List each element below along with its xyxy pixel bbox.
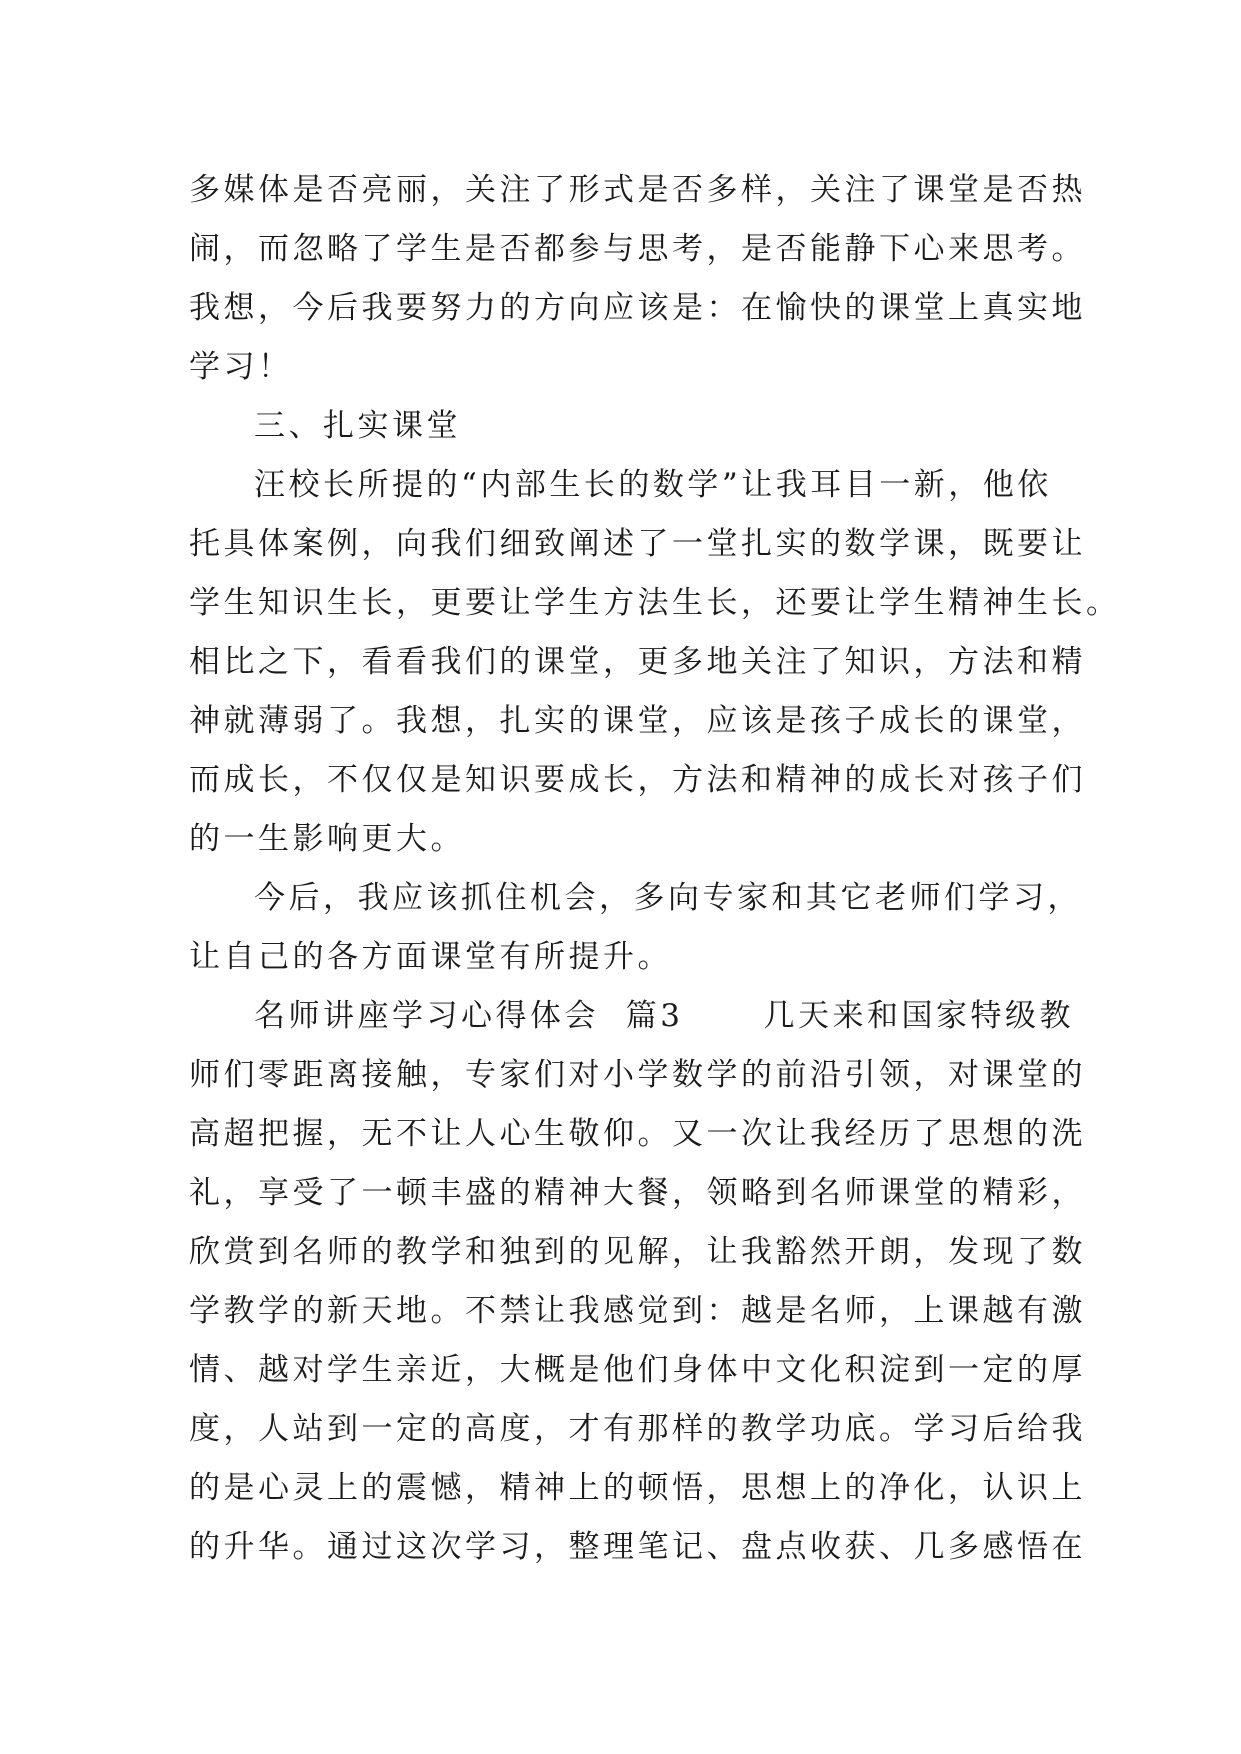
article-heading-line: 名师讲座学习心得体会 篇3 几天来和国家特级教 (254, 998, 1075, 1034)
text-line: 让自己的各方面课堂有所提升。 (189, 939, 672, 975)
section-heading: 三、扎实课堂 (254, 408, 461, 444)
text-line: 而成长，不仅仅是知识要成长，方法和精神的成长对孩子们 (189, 762, 1086, 798)
text-line: 托具体案例，向我们细致阐述了一堂扎实的数学课，既要让 (189, 526, 1086, 562)
text-line: 高超把握，无不让人心生敬仰。又一次让我经历了思想的洗 (189, 1116, 1086, 1152)
text-line: 学教学的新天地。不禁让我感觉到：越是名师，上课越有激 (189, 1293, 1086, 1329)
text-line: 学习！ (189, 349, 293, 385)
text-line: 神就薄弱了。我想，扎实的课堂，应该是孩子成长的课堂， (189, 703, 1086, 739)
text-line: 我想，今后我要努力的方向应该是：在愉快的课堂上真实地 (189, 290, 1086, 326)
text-line: 闹，而忽略了学生是否都参与思考，是否能静下心来思考。 (189, 231, 1086, 267)
text-line: 的升华。通过这次学习，整理笔记、盘点收获、几多感悟在 (189, 1529, 1086, 1565)
text-line: 情、越对学生亲近，大概是他们身体中文化积淀到一定的厚 (189, 1352, 1086, 1388)
text-line: 师们零距离接触，专家们对小学数学的前沿引领，对课堂的 (189, 1057, 1086, 1093)
text-line: 礼，享受了一顿丰盛的精神大餐，领略到名师课堂的精彩， (189, 1175, 1086, 1211)
text-line: 度，人站到一定的高度，才有那样的教学功底。学习后给我 (189, 1411, 1086, 1447)
paragraph-start: 今后，我应该抓住机会，多向专家和其它老师们学习， (254, 880, 1082, 916)
text-line: 相比之下，看看我们的课堂，更多地关注了知识，方法和精 (189, 644, 1086, 680)
text-line: 的是心灵上的震憾，精神上的顿悟，思想上的净化，认识上 (189, 1470, 1086, 1506)
text-line: 的一生影响更大。 (189, 821, 465, 857)
text-line: 多媒体是否亮丽，关注了形式是否多样，关注了课堂是否热 (189, 172, 1086, 208)
text-line: 学生知识生长，更要让学生方法生长，还要让学生精神生长。 (189, 585, 1121, 621)
text-line: 欣赏到名师的教学和独到的见解，让我豁然开朗，发现了数 (189, 1234, 1086, 1270)
paragraph-start: 汪校长所提的“内部生长的数学”让我耳目一新，他依 (254, 467, 1052, 503)
